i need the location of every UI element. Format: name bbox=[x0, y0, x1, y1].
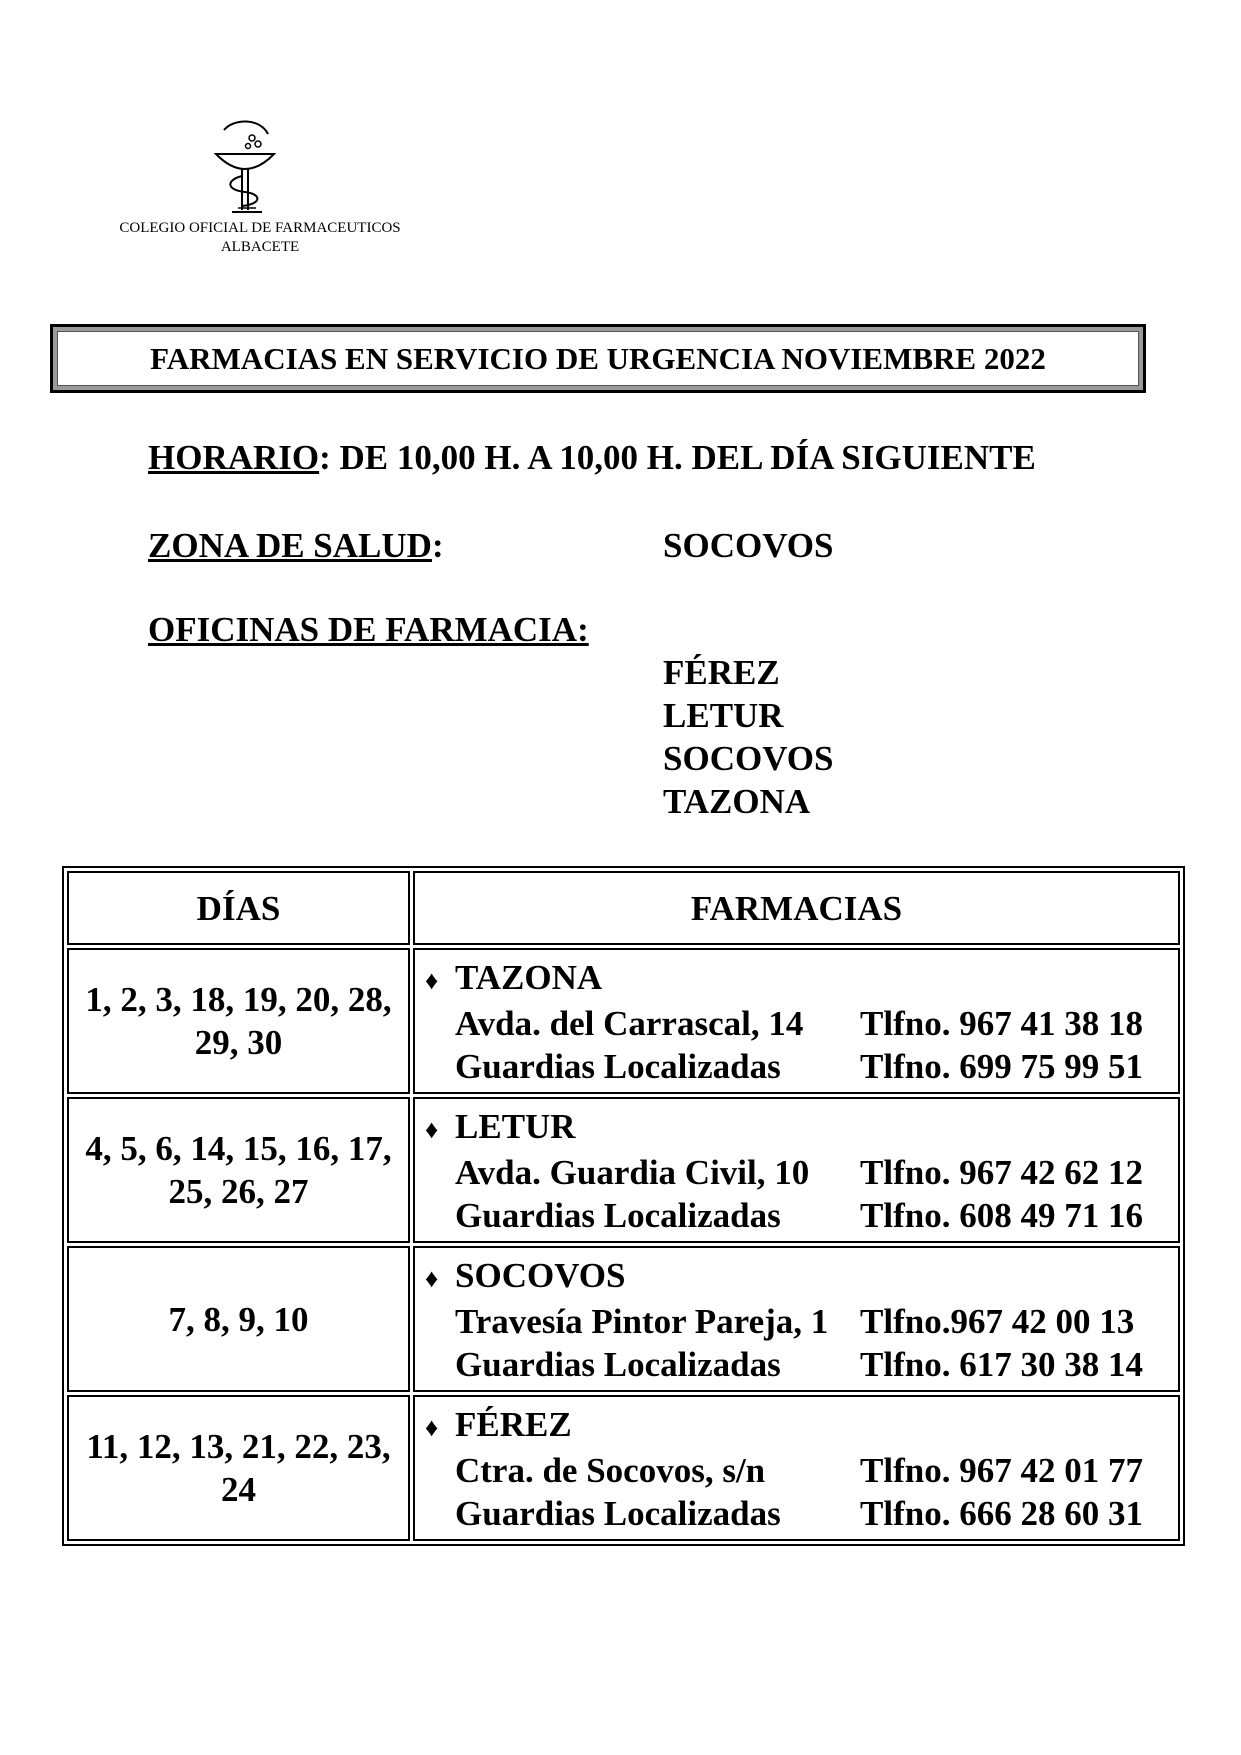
town-item: FÉREZ bbox=[663, 653, 780, 692]
days-cell: 1, 2, 3, 18, 19, 20, 28, 29, 30 bbox=[67, 948, 410, 1094]
days-cell: 4, 5, 6, 14, 15, 16, 17, 25, 26, 27 bbox=[67, 1097, 410, 1243]
table-row bbox=[67, 1395, 1180, 1541]
page-title: FARMACIAS EN SERVICIO DE URGENCIA NOVIEMBRE 2022 bbox=[57, 331, 1139, 386]
town-item: SOCOVOS bbox=[663, 739, 834, 778]
pharmacy-phone: Tlfno.967 42 00 13 bbox=[860, 1302, 1135, 1341]
pharmacy-phone: Tlfno. 967 42 01 77 bbox=[860, 1451, 1143, 1490]
health-zone-line bbox=[148, 526, 444, 566]
organization-city: ALBACETE bbox=[220, 239, 300, 255]
table-header-row bbox=[67, 871, 1180, 945]
diamond-bullet-icon: ♦ bbox=[425, 1115, 439, 1144]
pharmacy-phone: Tlfno. 967 41 38 18 bbox=[860, 1004, 1143, 1043]
health-zone-value: SOCOVOS bbox=[663, 526, 834, 565]
health-zone-label: ZONA DE SALUD bbox=[148, 526, 432, 565]
town-item: TAZONA bbox=[663, 782, 811, 821]
pharmacy-offices-label: OFICINAS DE FARMACIA: bbox=[148, 610, 589, 649]
days-cell: 7, 8, 9, 10 bbox=[67, 1246, 410, 1392]
guard-phone: Tlfno. 608 49 71 16 bbox=[860, 1196, 1143, 1235]
pharmacy-name: FÉREZ bbox=[455, 1405, 572, 1444]
pharmacy-address: Avda. del Carrascal, 14 bbox=[455, 1004, 804, 1043]
health-zone-colon: : bbox=[431, 526, 444, 565]
organization-name: COLEGIO OFICIAL DE FARMACEUTICOS bbox=[119, 220, 401, 236]
pharmacy-cell bbox=[413, 1246, 1180, 1392]
guard-phone: Tlfno. 666 28 60 31 bbox=[860, 1494, 1143, 1533]
guard-phone: Tlfno. 617 30 38 14 bbox=[860, 1345, 1143, 1384]
pharmacy-name: SOCOVOS bbox=[455, 1256, 626, 1295]
pharmacies-column-header: FARMACIAS bbox=[413, 871, 1180, 945]
pharmacy-address: Travesía Pintor Pareja, 1 bbox=[455, 1302, 829, 1341]
schedule-table bbox=[62, 866, 1185, 1546]
diamond-bullet-icon: ♦ bbox=[425, 1264, 439, 1293]
table-row bbox=[67, 1246, 1180, 1392]
guard-label: Guardias Localizadas bbox=[455, 1196, 781, 1235]
pharmacy-cell bbox=[413, 1395, 1180, 1541]
pharmacy-phone: Tlfno. 967 42 62 12 bbox=[860, 1153, 1143, 1192]
table-row bbox=[67, 1097, 1180, 1243]
pharmacy-name: LETUR bbox=[455, 1107, 576, 1146]
guard-phone: Tlfno. 699 75 99 51 bbox=[860, 1047, 1143, 1086]
diamond-bullet-icon: ♦ bbox=[425, 1413, 439, 1442]
pharmacy-cell bbox=[413, 948, 1180, 1094]
bowl-of-hygieia-icon bbox=[212, 120, 278, 216]
guard-label: Guardias Localizadas bbox=[455, 1494, 781, 1533]
schedule-value: : DE 10,00 H. A 10,00 H. DEL DÍA SIGUIENTE bbox=[319, 438, 1036, 477]
title-banner bbox=[50, 324, 1146, 393]
table-row bbox=[67, 948, 1180, 1094]
guard-label: Guardias Localizadas bbox=[455, 1345, 781, 1384]
diamond-bullet-icon: ♦ bbox=[425, 966, 439, 995]
pharmacy-cell bbox=[413, 1097, 1180, 1243]
pharmacy-address: Avda. Guardia Civil, 10 bbox=[455, 1153, 810, 1192]
guard-label: Guardias Localizadas bbox=[455, 1047, 781, 1086]
schedule-line bbox=[148, 438, 1036, 478]
pharmacy-address: Ctra. de Socovos, s/n bbox=[455, 1451, 766, 1490]
town-item: LETUR bbox=[663, 696, 784, 735]
schedule-label: HORARIO bbox=[148, 438, 320, 477]
days-cell: 11, 12, 13, 21, 22, 23, 24 bbox=[67, 1395, 410, 1541]
pharmacy-name: TAZONA bbox=[455, 958, 603, 997]
days-column-header: DÍAS bbox=[67, 871, 410, 945]
